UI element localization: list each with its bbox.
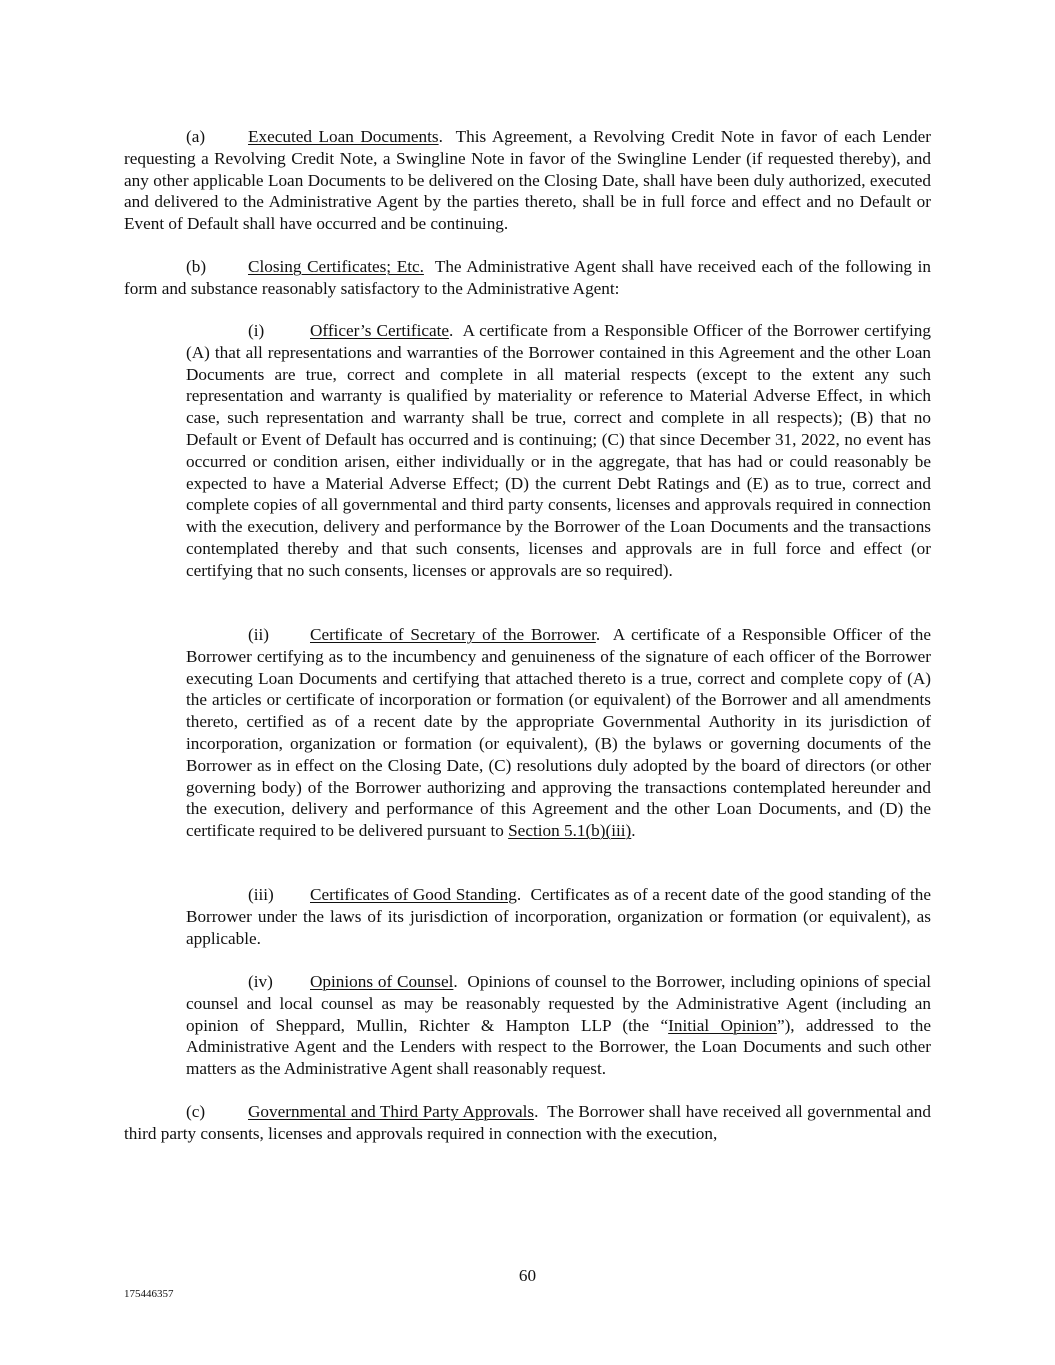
paragraph-body: A certificate from a Responsible Officer of the Borrower certifying (A) that all representations and warranties of the Borrower contained in this Agreement and the other Loan Documents are true, correct and complete in all material respects (except to the extent any such representation and warranty is qualified by materiality or reference to Material Adverse Effect, in which case, such representation and warranty shall be true, correct and complete in all respects); (B) that no Default or Event of Default has occurred and is continuing; (C) that since December 31, 2022, no event has occurred or condition arisen, either individually or in the aggregate, that has had or could reasonably be expected to have a Material Adverse Effect; (D) the current Debt Ratings and (E) as to true, correct and complete copies of all governmental and third party consents, licenses and approvals required in connection with the execution, delivery and performance by the Borrower of the Loan Documents and the transactions contemplated thereby and that such consents, licenses and approvals are in full force and effect (or certifying that no such consents, licenses or approvals are so required). [186,321,931,580]
paragraph-heading: Officer’s Certificate [310,321,450,340]
defined-term: Initial Opinion [668,1015,777,1035]
paragraph-body: Certificates as of a recent date of the good standing of the Borrower under the laws of its jurisdiction of incorporation, organization or formation (or equivalent), as applicable. [186,885,931,948]
paragraph-b [124,256,931,300]
paragraph-body: This Agreement, a Revolving Credit Note in favor of each Lender requesting a Revolving Credit Note, a Swingline Note in favor of the Swingline Lender (if requested thereby), and any other applicable Loan Documents to be delivered on the Closing Date, shall have been duly authorized, executed and delivered to the Administrative Agent by the parties thereto, shall be in full force and effect and no Default or Event of Default shall have occurred and be continuing. [124,127,931,234]
section-reference: Section 5.1(b)(iii) [508,821,632,841]
paragraph-heading: Certificates of Good Standing [310,885,517,904]
paragraph-body: The Borrower shall have received all governmental and third party consents, licenses and approvals required in connection with the execution, [124,1102,931,1143]
paragraph-body: The Administrative Agent shall have received each of the following in form and substance reasonably satisfactory to the Administrative Agent: [124,257,931,298]
paragraph-number: (ii) [248,625,269,644]
paragraph-heading: Governmental and Third Party Approvals [248,1102,535,1121]
page-number: 60 [518,1266,537,1285]
document-id: 175446357 [124,1288,174,1300]
paragraph-b-ii: (ii) Certificate of Secretary of the Borrower. A certificate of a Responsible Officer of the Borrower certifying as to the incumbency and genuineness of the signature of each officer of the Borrower executing Loan Documents and certifying that attached thereto is a true, correct and complete copy of (A) the articles or certificate of incorporation or formation (or equivalent) of the Borrower and all amendments thereto, certified as of a recent date by the appropriate Governmental Authority in its jurisdiction of incorporation, organization or formation (or equivalent), (B) the bylaws or governing documents of the Borrower as in effect on the Closing Date, (C) resolutions duly adopted by the board of directors (or other governing body) of the Borrower authorizing and approving the transactions contemplated hereunder and the execution, delivery and performance of this Agreement and the other Loan Documents, and (D) the certificate required to be delivered pursuant to Section 5.1(b)(iii). [186,625,932,841]
paragraph-heading: Opinions of Counsel [310,972,454,991]
paragraph-b-iii: (iii) Certificates of Good Standing. Certificates as of a recent date of the good standing of the Borrower under the laws of its jurisdiction of incorporation, organization or formation (or equivalent), as applicable. [186,885,931,948]
paragraph-heading: Executed Loan Documents [248,127,439,146]
paragraph-b-iv: (iv) Opinions of Counsel. Opinions of counsel to the Borrower, including opinions of special counsel and local counsel as may be reasonably requested by the Administrative Agent (including an opinion of Sheppard, Mullin, Richter & Hampton LLP (the “Initial Opinion”), addressed to the Administrative Agent and the Lenders with respect to the Borrower, the Loan Documents and such other matters as the Administrative Agent shall reasonably request. [186,972,931,1079]
paragraph-heading: Certificate of Secretary of the Borrower [310,625,596,644]
paragraph-body: Opinions of counsel to the Borrower, including opinions of special counsel and local counsel as may be reasonably requested by the Administrative Agent (including an opinion of Sheppard, Mullin, Richter & Hampton LLP (the “ [186,972,931,1035]
paragraph-number: (b) [186,257,207,276]
paragraph-a: (a) Executed Loan Documents. This Agreement, a Revolving Credit Note in favor of each Lender requesting a Revolving Credit Note, a Swingline Note in favor of the Swingline Lender (if requested thereby), and any other applicable Loan Documents to be delivered on the Closing Date, shall have been duly authorized, executed and delivered to the Administrative Agent by the parties thereto, shall be in full force and effect and no Default or Event of Default shall have occurred and be continuing. [124,127,931,234]
paragraph-heading: Closing Certificates; Etc. [248,257,424,276]
paragraph-number: (i) [248,321,265,340]
paragraph-body: A certificate of a Responsible Officer of the Borrower certifying as to the incumbency and genuineness of the signature of each officer of the Borrower executing Loan Documents and certifying that attached thereto is a true, correct and complete copy of (A) the articles or certificate of incorporation or formation (or equivalent) of the Borrower and all amendments thereto, certified as of a recent date by the appropriate Governmental Authority in its jurisdiction of incorporation, organization or formation (or equivalent), (B) the bylaws or governing documents of the Borrower as in effect on the Closing Date, (C) resolutions duly adopted by the board of directors (or other governing body) of the Borrower authorizing and approving the transactions contemplated hereunder and the execution, delivery and performance of this Agreement and the other Loan Documents, and (D) the certificate required to be delivered pursuant to [186,625,932,841]
paragraph-number: (c) [186,1102,206,1121]
paragraph-b-i: (i) Officer’s Certificate. A certificate from a Responsible Officer of the Borrower certifying (A) that all representations and warranties of the Borrower contained in this Agreement and the other Loan Documents are true, correct and complete in all material respects (except to the extent any such representation and warranty is qualified by materiality or reference to Material Adverse Effect, in which case, such representation and warranty shall be true, correct and complete in all respects); (B) that no Default or Event of Default has occurred and is continuing; (C) that since December 31, 2022, no event has occurred or condition arisen, either individually or in the aggregate, that has had or could reasonably be expected to have a Material Adverse Effect; (D) the current Debt Ratings and (E) as to true, correct and complete copies of all governmental and third party consents, licenses and approvals required in connection with the execution, delivery and performance by the Borrower of the Loan Documents and the transactions contemplated thereby and that such consents, licenses and approvals are in full force and effect (or certifying that no such consents, licenses or approvals are so required). [186,321,931,580]
paragraph-number: (a) [186,127,206,146]
paragraph-c: (c) Governmental and Third Party Approvals. The Borrower shall have received all governmental and third party consents, licenses and approvals required in connection with the execution, [124,1102,931,1143]
paragraph-number: (iv) [248,972,273,991]
paragraph-number: (iii) [248,885,274,904]
